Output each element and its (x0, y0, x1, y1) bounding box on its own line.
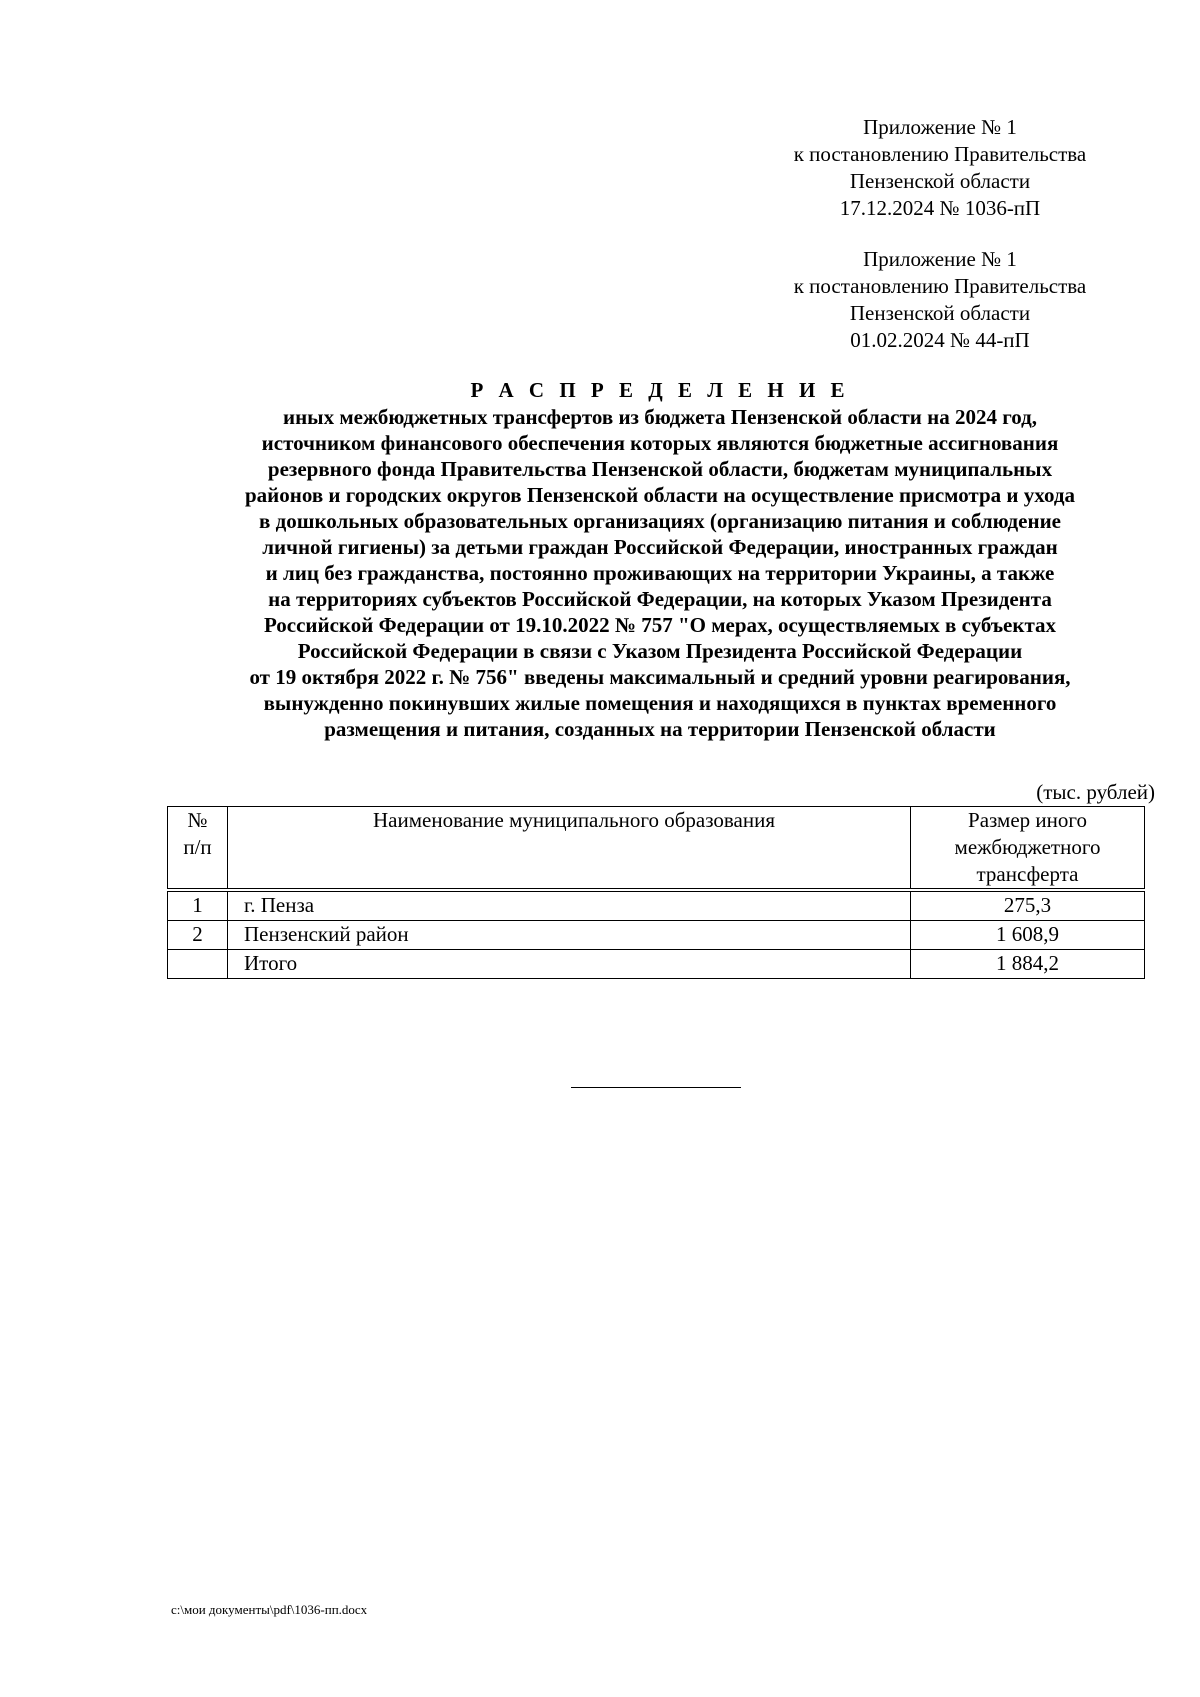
header-amount-line: трансферта (976, 862, 1079, 886)
header-amount-line: Размер иного (968, 808, 1087, 832)
row-number (168, 950, 228, 979)
row-municipality: Итого (228, 950, 911, 979)
subtitle-line: источником финансового обеспечения которых являются бюджетные ассигнования (261, 431, 1059, 455)
subtitle-line: районов и городских округов Пензенской области на осуществление присмотра и ухода (244, 483, 1075, 507)
row-amount: 1 608,9 (911, 921, 1145, 950)
table-row (168, 890, 1145, 921)
appendix-date-number: 01.02.2024 № 44-пП (850, 328, 1030, 352)
header-transfer-amount (911, 807, 1145, 891)
appendix-header-current (770, 114, 1110, 222)
table-total-row (168, 950, 1145, 979)
row-municipality: Пензенский район (228, 921, 911, 950)
row-amount: 1 884,2 (911, 950, 1145, 979)
document-title: Р А С П Р Е Д Е Л Е Н И Е (470, 378, 850, 402)
row-number: 1 (168, 890, 228, 921)
closing-divider (571, 1087, 741, 1088)
footer-file-path: c:\мои документы\pdf\1036-пп.docx (171, 1602, 368, 1617)
subtitle-line: на территориях субъектов Российской Федерации, на которых Указом Президента (268, 587, 1052, 611)
allocation-table (167, 806, 1145, 979)
header-amount-line: межбюджетного (954, 835, 1101, 859)
document-subtitle (160, 404, 1160, 742)
appendix-region: Пензенской области (849, 169, 1031, 193)
appendix-reference: к постановлению Правительства (793, 142, 1087, 166)
appendix-date-number: 17.12.2024 № 1036-пП (839, 196, 1041, 220)
header-number-line: п/п (183, 835, 212, 859)
subtitle-line: Российской Федерации в связи с Указом Президента Российской Федерации (297, 639, 1023, 663)
table-header-row (168, 807, 1145, 891)
appendix-title: Приложение № 1 (863, 247, 1017, 271)
subtitle-line: вынужденно покинувших жилые помещения и находящихся в пунктах временного (263, 691, 1057, 715)
appendix-reference: к постановлению Правительства (793, 274, 1087, 298)
subtitle-line: размещения и питания, созданных на территории Пензенской области (324, 717, 996, 741)
table-row (168, 921, 1145, 950)
header-number-line: № (187, 808, 208, 832)
subtitle-line: и лиц без гражданства, постоянно проживающих на территории Украины, а также (265, 561, 1055, 585)
header-municipality: Наименование муниципального образования (228, 807, 911, 891)
row-municipality: г. Пенза (228, 890, 911, 921)
appendix-header-original (770, 246, 1110, 354)
subtitle-line: личной гигиены) за детьми граждан Российской Федерации, иностранных граждан (262, 535, 1058, 559)
units-label: (тыс. рублей) (1036, 780, 1155, 804)
row-amount: 275,3 (911, 890, 1145, 921)
appendix-title: Приложение № 1 (863, 115, 1017, 139)
subtitle-line: в дошкольных образовательных организациях (организацию питания и соблюдение (259, 509, 1061, 533)
appendix-region: Пензенской области (849, 301, 1031, 325)
subtitle-line: иных межбюджетных трансфертов из бюджета Пензенской области на 2024 год, (282, 405, 1038, 429)
header-number (168, 807, 228, 891)
subtitle-line: резервного фонда Правительства Пензенской области, бюджетам муниципальных (267, 457, 1053, 481)
subtitle-line: от 19 октября 2022 г. № 756" введены максимальный и средний уровни реагирования, (249, 665, 1071, 689)
subtitle-line: Российской Федерации от 19.10.2022 № 757 "О мерах, осуществляемых в субъектах (263, 613, 1057, 637)
row-number: 2 (168, 921, 228, 950)
